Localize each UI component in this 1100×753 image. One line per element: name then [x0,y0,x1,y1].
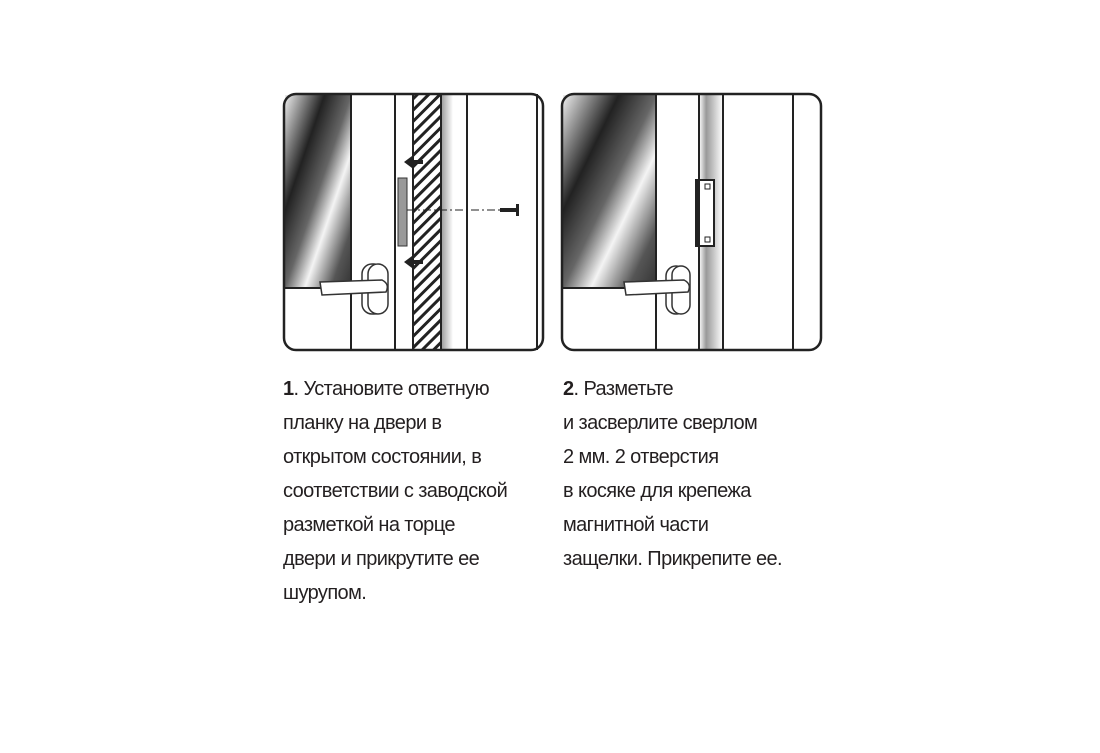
step-2-text: 2. Разметьте и засверлите сверлом 2 мм. 2 отверстия в косяке для крепежа магнитной части защелки. Прикрепите ее. [563,372,782,576]
window-glass [285,95,351,288]
step-line: защелки. Прикрепите ее. [563,548,782,570]
step-line: соответствии с заводской [283,480,508,502]
step-line: и засверлите сверлом [563,412,758,434]
step-line: 2 мм. 2 отверстия [563,446,719,468]
window-glass [563,95,656,288]
door-section-hatch [413,94,441,350]
screw-icon [500,204,519,216]
step-line: Установите ответную [303,378,489,400]
step-1-illustration [282,92,545,352]
strike-plate [398,178,407,246]
magnet-part [696,180,714,246]
step-line: Разметьте [583,378,674,400]
step-line: в косяке для крепежа [563,480,751,502]
step-2-illustration [560,92,823,352]
step-line: магнитной части [563,514,709,536]
step-number: 1 [283,378,294,400]
step-line: двери и прикрутите ее [283,548,480,570]
step-line: разметкой на торце [283,514,455,536]
step-line: шурупом. [283,582,367,604]
step-number: 2 [563,378,574,400]
step-1-text: 1. Установите ответную планку на двери в открытом состоянии, в соответствии с заводской разметкой на торце двери и прикрутите ее шурупом. [283,372,507,610]
step-line: планку на двери в [283,412,442,434]
step-line: открытом состоянии, в [283,446,482,468]
